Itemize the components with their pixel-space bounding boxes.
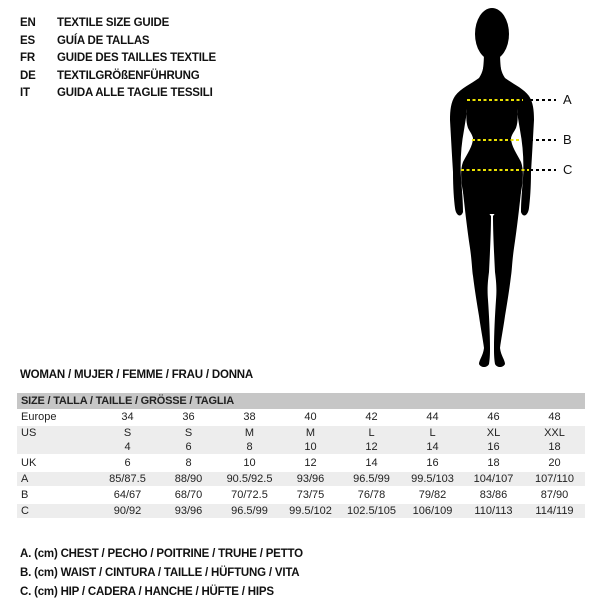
table-cell: 44: [426, 411, 439, 423]
table-cell: 8: [185, 457, 192, 469]
table-cell: 110/113: [474, 505, 513, 517]
table-cell: 83/86: [479, 489, 508, 501]
table-cell: 48: [548, 411, 561, 423]
language-code: DE: [20, 69, 36, 82]
legend-line: C. (cm) HIP / CADERA / HANCHE / HÜFTE / HIPS: [20, 586, 274, 598]
language-label: GUIDE DES TAILLES TEXTILE: [57, 52, 216, 64]
row-label: C: [21, 505, 29, 517]
value-line: [97, 456, 585, 470]
row-values: [97, 488, 585, 502]
value-line: [97, 472, 585, 486]
language-label: TEXTILGRÖßENFÜHRUNG: [57, 69, 200, 82]
table-cell: 102.5/105: [347, 505, 396, 517]
language-code: EN: [20, 17, 36, 29]
table-cell: 18: [487, 457, 500, 469]
language-row: [20, 68, 216, 86]
table-cell: M: [244, 427, 255, 439]
table-cell: 93/96: [296, 473, 325, 485]
table-cell: 10: [304, 441, 317, 453]
row-values: [97, 410, 585, 424]
table-cell: 12: [304, 457, 317, 469]
table-cell: XXL: [544, 427, 565, 439]
waist-measure-line: [472, 139, 520, 141]
row-label: Europe: [21, 411, 57, 423]
legend-line: B. (cm) WAIST / CINTURA / TAILLE / HÜFTUNG / VITA: [20, 567, 300, 579]
table-row: [17, 472, 585, 486]
table-row: [17, 456, 585, 470]
table-cell: 85/87.5: [109, 473, 146, 485]
chest-pointer-line: [530, 99, 556, 101]
woman-silhouette-icon: [437, 2, 547, 370]
waist-point-label: B: [563, 132, 572, 147]
table-cell: 18: [548, 441, 561, 453]
table-cell: 107/110: [535, 473, 574, 485]
value-line: [97, 440, 585, 454]
value-line: [97, 488, 585, 502]
table-cell: 40: [304, 411, 317, 423]
language-row: [20, 33, 216, 51]
size-table-header: SIZE / TALLA / TAILLE / GRÖSSE / TAGLIA: [17, 393, 585, 409]
language-label: TEXTILE SIZE GUIDE: [57, 17, 170, 29]
language-row: [20, 85, 216, 103]
row-values: [97, 426, 585, 454]
table-cell: 87/90: [540, 489, 569, 501]
hip-measure-line: [461, 169, 529, 171]
row-values: [97, 472, 585, 486]
table-cell: 99.5/103: [411, 473, 454, 485]
table-cell: 12: [365, 441, 378, 453]
table-cell: 96.5/99: [231, 505, 268, 517]
hip-pointer-line: [530, 169, 556, 171]
table-cell: 68/70: [174, 489, 203, 501]
waist-pointer-line: [530, 139, 556, 141]
legend-line: A. (cm) CHEST / PECHO / POITRINE / TRUHE / PETTO: [20, 548, 303, 560]
row-label: B: [21, 489, 29, 501]
table-cell: L: [429, 427, 436, 439]
language-list: [20, 15, 216, 103]
table-cell: 36: [182, 411, 195, 423]
section-title: WOMAN / MUJER / FEMME / FRAU / DONNA: [20, 369, 254, 381]
chest-measure-line: [467, 99, 523, 101]
table-cell: 79/82: [418, 489, 447, 501]
table-row: [17, 426, 585, 454]
table-cell: 96.5/99: [353, 473, 390, 485]
table-row: [17, 410, 585, 424]
table-cell: 4: [124, 441, 131, 453]
row-values: [97, 456, 585, 470]
table-cell: 10: [243, 457, 256, 469]
language-code: IT: [20, 87, 30, 99]
table-cell: 46: [487, 411, 500, 423]
table-cell: XL: [486, 427, 501, 439]
table-cell: 114/119: [535, 505, 574, 517]
table-cell: 34: [121, 411, 134, 423]
table-cell: 99.5/102: [289, 505, 332, 517]
table-cell: 6: [124, 457, 131, 469]
table-cell: S: [184, 427, 193, 439]
language-row: [20, 50, 216, 68]
table-cell: L: [368, 427, 375, 439]
language-row: [20, 15, 216, 33]
value-line: [97, 504, 585, 518]
table-cell: 6: [185, 441, 192, 453]
table-cell: 90.5/92.5: [226, 473, 273, 485]
row-label: UK: [21, 457, 37, 469]
table-cell: 16: [426, 457, 439, 469]
language-code: FR: [20, 52, 35, 64]
row-label: A: [21, 473, 29, 485]
size-table: [17, 393, 585, 520]
table-cell: 8: [246, 441, 253, 453]
table-row: [17, 504, 585, 518]
table-cell: 88/90: [174, 473, 203, 485]
table-row: [17, 488, 585, 502]
table-cell: M: [305, 427, 316, 439]
size-table-body: [17, 410, 585, 518]
measurement-legend: [20, 545, 303, 600]
table-cell: 42: [365, 411, 378, 423]
table-cell: 70/72.5: [231, 489, 268, 501]
row-values: [97, 504, 585, 518]
value-line: [97, 426, 585, 440]
language-label: GUÍA DE TALLAS: [57, 34, 150, 47]
language-label: GUIDA ALLE TAGLIE TESSILI: [57, 87, 213, 99]
value-line: [97, 410, 585, 424]
chest-point-label: A: [563, 92, 572, 107]
row-label: US: [21, 427, 37, 439]
table-cell: 14: [365, 457, 378, 469]
table-cell: 38: [243, 411, 256, 423]
table-cell: 16: [487, 441, 500, 453]
table-cell: S: [123, 427, 132, 439]
table-cell: 20: [548, 457, 561, 469]
table-cell: 64/67: [113, 489, 142, 501]
table-cell: 73/75: [296, 489, 325, 501]
table-cell: 93/96: [174, 505, 203, 517]
table-cell: 76/78: [357, 489, 386, 501]
language-code: ES: [20, 34, 35, 47]
hip-point-label: C: [563, 162, 573, 177]
table-cell: 90/92: [113, 505, 142, 517]
table-cell: 106/109: [412, 505, 453, 517]
table-cell: 14: [426, 441, 439, 453]
table-cell: 104/107: [473, 473, 514, 485]
